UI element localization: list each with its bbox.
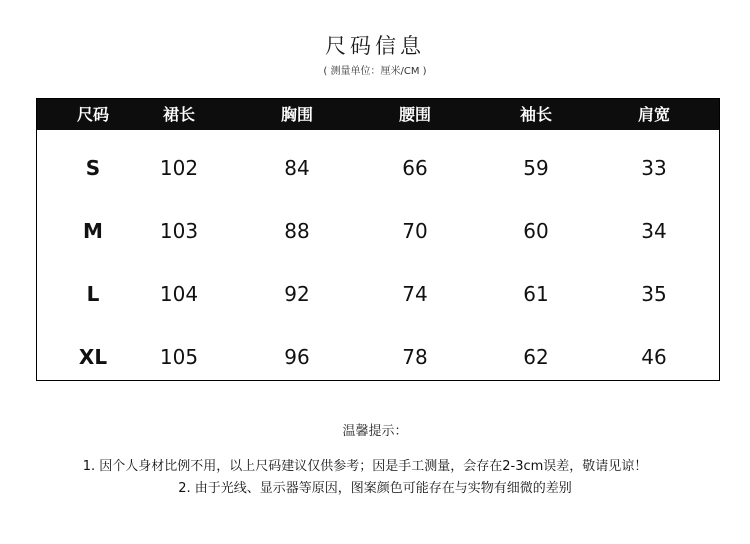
- cell-size: XL: [78, 345, 108, 369]
- cell-waist: 66: [402, 156, 428, 180]
- cell-waist: 74: [402, 282, 428, 306]
- header-size: 尺码: [76, 105, 109, 124]
- cell-sleeve-length: 62: [523, 345, 549, 369]
- cell-size: L: [86, 282, 100, 306]
- measurement-unit-note: ( 测量单位：厘米/CM ): [323, 66, 427, 77]
- tip-line: 1. 因个人身材比例不用，以上尺码建议仅供参考；因是手工测量，会存在2-3cm误差，敬请见谅！: [82, 459, 648, 474]
- cell-sleeve-length: 60: [523, 219, 549, 243]
- table-row: [37, 148, 719, 188]
- tips-title: 温馨提示：: [342, 424, 408, 439]
- tip-line: 2. 由于光线、显示器等原因，图案颜色可能存在与实物有细微的差别: [178, 481, 572, 496]
- cell-sleeve-length: 59: [523, 156, 549, 180]
- header-waist: 腰围: [398, 105, 431, 124]
- cell-bust: 96: [284, 345, 310, 369]
- table-row: [37, 274, 719, 314]
- cell-shoulder-width: 35: [641, 282, 667, 306]
- cell-dress-length: 103: [159, 219, 199, 243]
- size-table: [36, 98, 720, 381]
- header-shoulder-width: 肩宽: [637, 105, 670, 124]
- page-title: 尺码信息: [325, 34, 425, 58]
- table-header: [37, 99, 719, 130]
- table-row: [37, 337, 719, 377]
- cell-shoulder-width: 34: [641, 219, 667, 243]
- cell-shoulder-width: 46: [641, 345, 667, 369]
- cell-dress-length: 105: [159, 345, 199, 369]
- cell-waist: 70: [402, 219, 428, 243]
- cell-waist: 78: [402, 345, 428, 369]
- cell-bust: 88: [284, 219, 310, 243]
- cell-bust: 84: [284, 156, 310, 180]
- cell-shoulder-width: 33: [641, 156, 667, 180]
- cell-size: M: [83, 219, 103, 243]
- header-sleeve-length: 袖长: [519, 105, 552, 124]
- cell-sleeve-length: 61: [523, 282, 549, 306]
- header-dress-length: 裙长: [162, 105, 195, 124]
- header-bust: 胸围: [280, 105, 313, 124]
- cell-bust: 92: [284, 282, 310, 306]
- cell-dress-length: 102: [159, 156, 199, 180]
- cell-size: S: [85, 156, 101, 180]
- cell-dress-length: 104: [159, 282, 199, 306]
- table-row: [37, 211, 719, 251]
